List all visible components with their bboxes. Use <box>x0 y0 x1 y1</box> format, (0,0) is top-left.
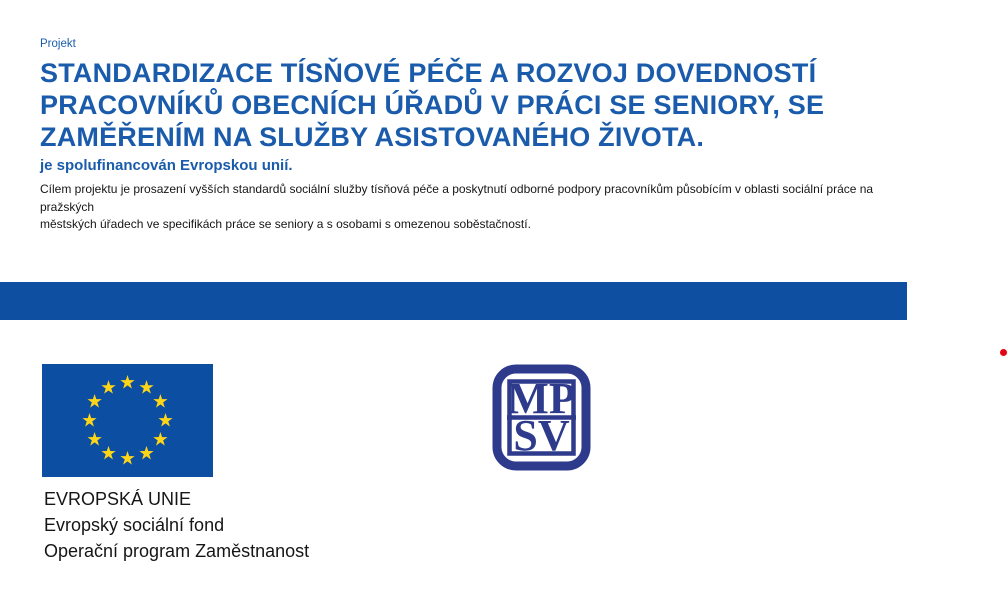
project-description-line-2: městských úřadech ve specifikách práce se seniory a s osobami s omezenou soběstačností. <box>40 217 531 231</box>
eu-flag-caption <box>44 486 309 564</box>
project-title-line-2: PRACOVNÍKŮ OBECNÍCH ÚŘADŮ V PRÁCI SE SENIORY, SE <box>40 90 825 120</box>
project-description <box>40 181 930 234</box>
mpsv-logo-text-top: MP <box>507 374 576 423</box>
mpsv-logo-icon <box>492 364 591 471</box>
project-description-line-1: Cílem projektu je prosazení vyšších standardů sociální služby tísňová péče a poskytnutí odborné podpory pracovníkům působícím v oblasti sociální práce na pražských <box>40 182 874 214</box>
project-title-line-3: ZAMĚŘENÍM NA SLUŽBY ASISTOVANÉHO ŽIVOTA. <box>40 122 705 152</box>
red-dot-icon <box>1000 349 1007 356</box>
mpsv-logo-text-bottom: SV <box>513 411 570 460</box>
project-eyebrow: Projekt <box>40 38 76 50</box>
eu-flag-icon <box>42 364 213 477</box>
eu-caption-line-2: Evropský sociální fond <box>44 515 225 535</box>
blue-divider-bar <box>0 282 907 320</box>
project-title-line-1: STANDARDIZACE TÍSŇOVÉ PÉČE A ROZVOJ DOVEDNOSTÍ <box>40 58 817 88</box>
eu-caption-line-3: Operační program Zaměstnanost <box>44 541 310 561</box>
cofinance-note: je spolufinancován Evropskou unií. <box>40 157 293 174</box>
project-title <box>40 57 880 153</box>
eu-caption-line-1: EVROPSKÁ UNIE <box>44 489 192 509</box>
